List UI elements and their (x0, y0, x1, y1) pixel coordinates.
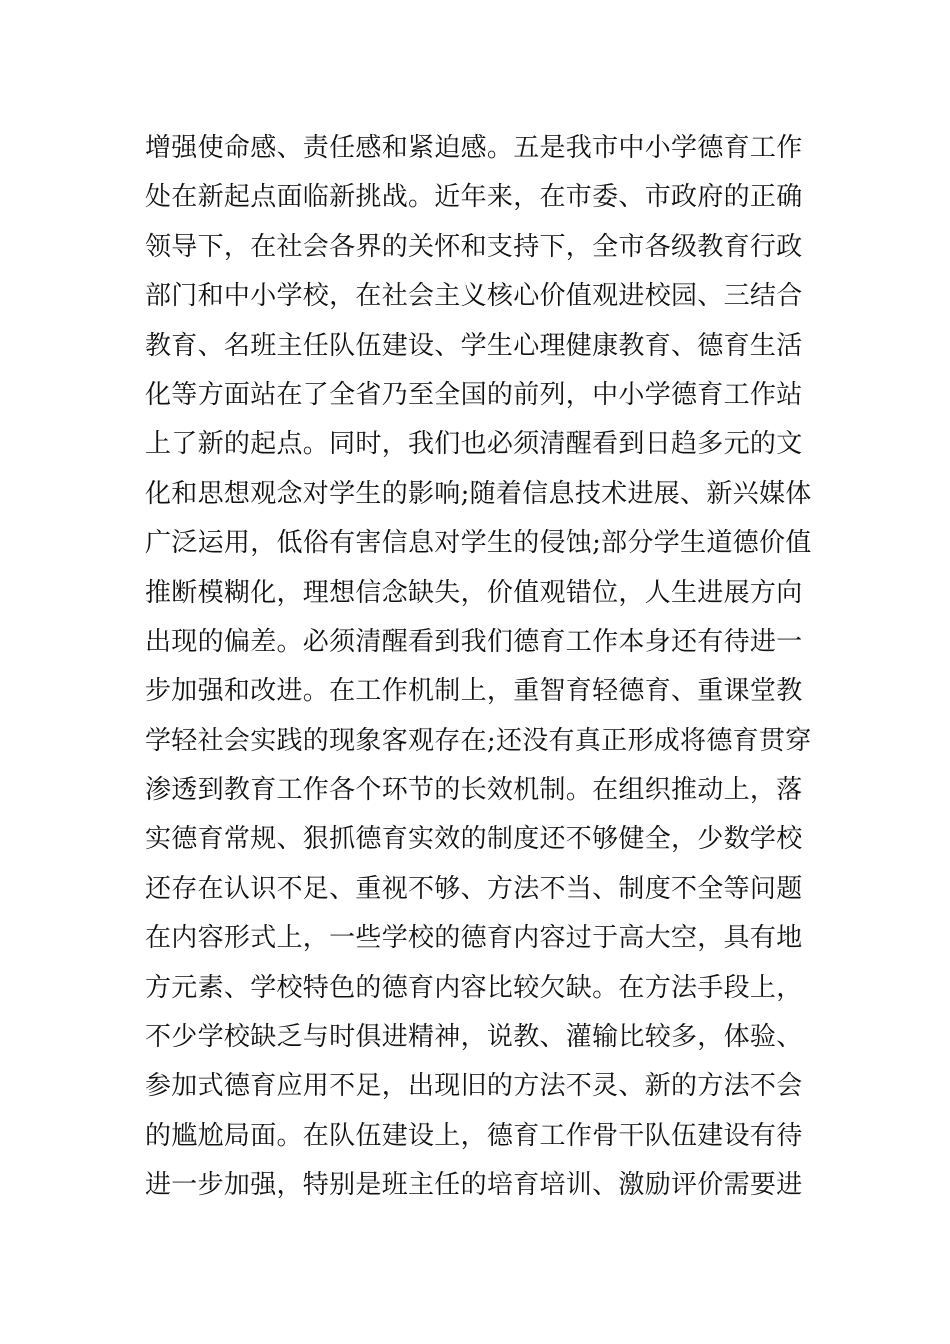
text-line: 化等方面站在了全省乃至全国的前列，中小学德育工作站 (145, 379, 803, 410)
text-line: 在内容形式上，一些学校的德育内容过于高大空，具有地 (145, 923, 803, 954)
text-line: 上了新的起点。同时，我们也必须清醒看到日趋多元的文 (145, 429, 803, 460)
text-line: 领导下，在社会各界的关怀和支持下，全市各级教育行政 (145, 231, 803, 262)
text-line: 不少学校缺乏与时俱进精神，说教、灌输比较多，体验、 (145, 1022, 803, 1053)
text-line: 参加式德育应用不足，出现旧的方法不灵、新的方法不会 (145, 1071, 803, 1102)
text-line: 方元素、学校特色的德育内容比较欠缺。在方法手段上， (145, 972, 803, 1003)
text-line: 实德育常规、狠抓德育实效的制度还不够健全，少数学校 (145, 824, 803, 855)
text-line: 增强使命感、责任感和紧迫感。五是我市中小学德育工作 (145, 133, 803, 163)
text-line: 推断模糊化，理想信念缺失，价值观错位，人生进展方向 (145, 577, 803, 608)
text-line: 进一步加强，特别是班主任的培育培训、激励评价需要进 (145, 1170, 803, 1201)
body-text (145, 124, 815, 1211)
text-line: 处在新起点面临新挑战。近年来，在市委、市政府的正确 (145, 182, 803, 213)
text-line: 化和思想观念对学生的影响;随着信息技术进展、新兴媒体 (145, 478, 812, 509)
text-line: 步加强和改进。在工作机制上，重智育轻德育、重课堂教 (145, 676, 803, 707)
text-line: 广泛运用，低俗有害信息对学生的侵蚀;部分学生道德价值 (145, 528, 812, 559)
text-line: 学轻社会实践的现象客观存在;还没有真正形成将德育贯穿 (145, 725, 812, 756)
text-line: 还存在认识不足、重视不够、方法不当、制度不全等问题 (145, 873, 803, 904)
text-line: 教育、名班主任队伍建设、学生心理健康教育、德育生活 (145, 330, 803, 361)
text-line: 出现的偏差。必须清醒看到我们德育工作本身还有待进一 (145, 626, 803, 657)
text-line: 部门和中小学校，在社会主义核心价值观进校园、三结合 (145, 281, 803, 312)
text-line: 渗透到教育工作各个环节的长效机制。在组织推动上，落 (145, 775, 803, 806)
text-line: 的尴尬局面。在队伍建设上，德育工作骨干队伍建设有待 (145, 1120, 803, 1151)
